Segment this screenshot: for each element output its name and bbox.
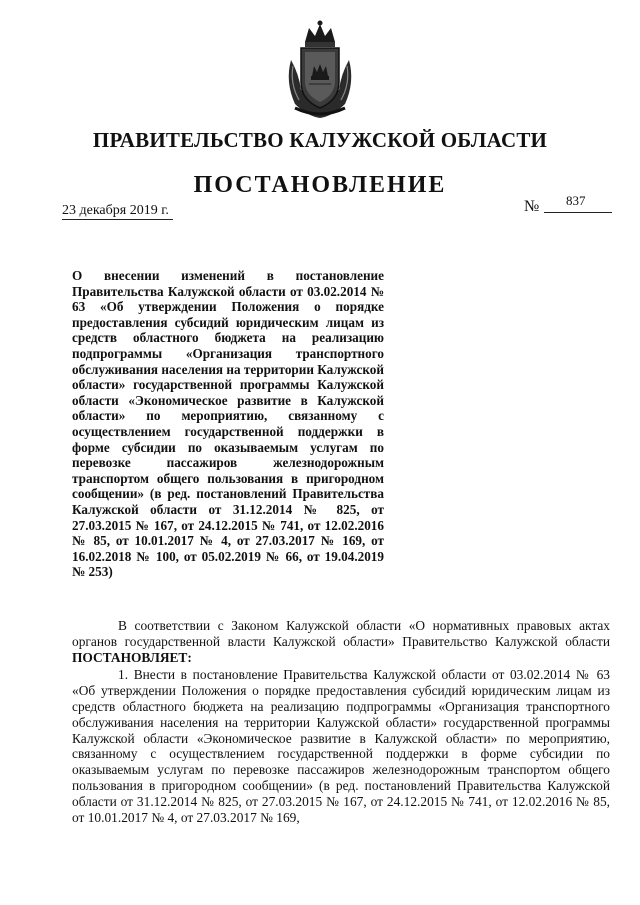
- document-number: 837: [566, 193, 586, 208]
- document-date: 23 декабря 2019 г.: [62, 203, 173, 220]
- intro-text: В соответствии с Законом Калужской области «О нормативных правовых актах органов государственной власти Калужской области» Правительство Калужской области: [72, 618, 610, 649]
- item-1-paragraph: 1. Внести в постановление Правительства Калужской области от 03.02.2014 № 63 «Об утверждении Положения о порядке предоставления субсидий юридическим лицам из средств областного бюджета на реализацию подпрограммы «Организация транспортного обслуживания населения на территории Калужской области» государственной программы Калужской области «Экономическое развитие в Калужской области» по мероприятию, связанному с осуществлением государственной поддержки в форме субсидии по оказываемым услугам по перевозке пассажиров железнодорожным транспортом общего пользования в пригородном сообщении» (в ред. постановлений Правительства Калужской области от 31.12.2014 № 825, от 27.03.2015 № 167, от 24.12.2015 № 741, от 12.02.2016 № 85, от 10.01.2017 № 4, от 27.03.2017 № 169,: [72, 667, 610, 825]
- coat-of-arms-icon: [281, 20, 359, 120]
- organization-title: ПРАВИТЕЛЬСТВО КАЛУЖСКОЙ ОБЛАСТИ: [92, 128, 548, 152]
- intro-paragraph: [72, 618, 610, 665]
- resolution-word: ПОСТАНОВЛЯЕТ:: [72, 649, 192, 665]
- document-heading: О внесении изменений в постановление Правительства Калужской области от 03.02.2014 № 63 «Об утверждении Положения о порядке предоставления субсидий юридическим лицам из средств областного бюджета на реализацию подпрограммы «Организация транспортного обслуживания населения на территории Калужской области» государственной программы Калужской области «Экономическое развитие в Калужской области» по мероприятию, связанному с осуществлением государственной поддержки в форме субсидии по оказываемым услугам по перевозке пассажиров железнодорожным транспортом общего пользования в пригородном сообщении» (в ред. постановлений Правительства Калужской области от 31.12.2014 № 825, от 27.03.2015 № 167, от 24.12.2015 № 741, от 12.02.2016 № 85, от 10.01.2017 № 4, от 27.03.2017 № 169, от 16.02.2018 № 100, от 05.02.2019 № 66, от 19.04.2019 № 253): [72, 268, 384, 580]
- number-label: №: [524, 198, 540, 215]
- document-type: ПОСТАНОВЛЕНИЕ: [193, 172, 447, 198]
- document-body: [72, 618, 610, 825]
- number-underline: [544, 212, 612, 213]
